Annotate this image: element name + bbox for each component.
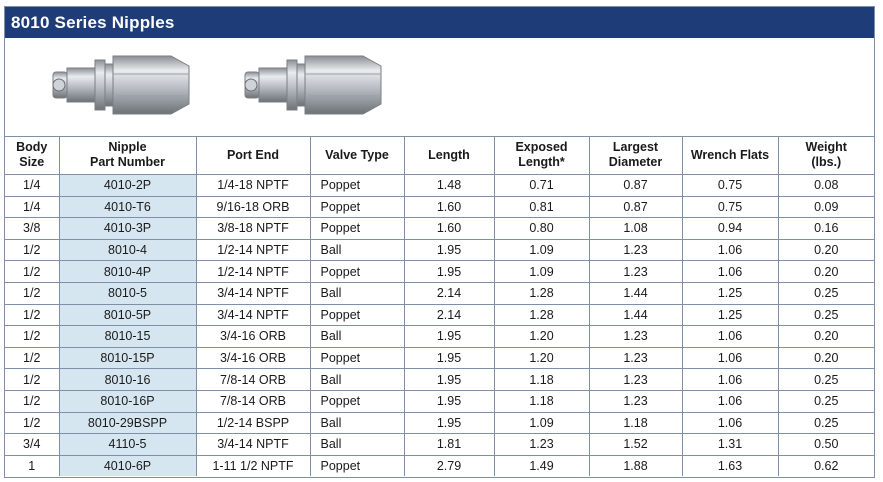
- column-header: [404, 136, 494, 175]
- column-header-text: Length: [428, 147, 470, 162]
- column-header-text: Exposed: [515, 140, 568, 154]
- exposed-length-cell: 1.28: [494, 304, 589, 326]
- exposed-length-cell: 1.09: [494, 261, 589, 283]
- valve-type-cell: Ball: [310, 282, 404, 304]
- valve-type-cell: Poppet: [310, 261, 404, 283]
- column-header: [196, 136, 310, 175]
- part-number-cell: 8010-4: [59, 239, 196, 261]
- column-header-text: Largest: [612, 140, 659, 154]
- weight-cell: 0.20: [778, 261, 874, 283]
- largest-diameter-cell: 1.23: [589, 326, 682, 348]
- weight-cell: 0.25: [778, 369, 874, 391]
- body-size-cell: 1/2: [5, 347, 59, 369]
- part-number-cell: 8010-4P: [59, 261, 196, 283]
- length-cell: 1.81: [404, 434, 494, 456]
- port-end-cell: 3/4-14 NPTF: [196, 304, 310, 326]
- largest-diameter-cell: 1.88: [589, 455, 682, 476]
- port-end-cell: 3/4-14 NPTF: [196, 434, 310, 456]
- wrench-flats-cell: 1.63: [682, 455, 778, 476]
- part-number-cell: 4110-5: [59, 434, 196, 456]
- part-number-cell: 4010-T6: [59, 196, 196, 218]
- valve-type-cell: Poppet: [310, 304, 404, 326]
- table-row: [5, 175, 874, 197]
- part-number-cell: 4010-2P: [59, 175, 196, 197]
- weight-cell: 0.09: [778, 196, 874, 218]
- largest-diameter-cell: 1.23: [589, 239, 682, 261]
- table-header-row: [5, 136, 874, 175]
- product-image-row: [5, 38, 874, 137]
- wrench-flats-cell: 1.25: [682, 282, 778, 304]
- weight-cell: 0.25: [778, 282, 874, 304]
- column-header: [5, 136, 59, 175]
- body-size-cell: 1/4: [5, 196, 59, 218]
- body-size-cell: 1/2: [5, 282, 59, 304]
- column-header-text: Valve Type: [325, 147, 389, 162]
- table-row: [5, 326, 874, 348]
- section-title: 8010 Series Nipples: [5, 7, 874, 38]
- largest-diameter-cell: 1.23: [589, 347, 682, 369]
- valve-type-cell: Poppet: [310, 175, 404, 197]
- wrench-flats-cell: 1.06: [682, 326, 778, 348]
- length-cell: 2.14: [404, 282, 494, 304]
- nipple-product-image: [51, 50, 193, 120]
- valve-type-cell: Poppet: [310, 347, 404, 369]
- body-size-cell: 1/2: [5, 369, 59, 391]
- port-end-cell: 3/4-16 ORB: [196, 326, 310, 348]
- table-row: [5, 304, 874, 326]
- column-header-text: Part Number: [89, 155, 166, 169]
- length-cell: 1.60: [404, 196, 494, 218]
- part-number-cell: 8010-29BSPP: [59, 412, 196, 434]
- column-header-text: Length*: [518, 155, 565, 169]
- port-end-cell: 1/2-14 NPTF: [196, 239, 310, 261]
- largest-diameter-cell: 1.44: [589, 304, 682, 326]
- length-cell: 1.95: [404, 390, 494, 412]
- weight-cell: 0.20: [778, 347, 874, 369]
- table-row: [5, 261, 874, 283]
- body-size-cell: 1/2: [5, 326, 59, 348]
- exposed-length-cell: 1.49: [494, 455, 589, 476]
- column-header-text: Weight: [805, 140, 847, 154]
- exposed-length-cell: 1.20: [494, 347, 589, 369]
- body-size-cell: 1/2: [5, 304, 59, 326]
- body-size-cell: 1/2: [5, 261, 59, 283]
- column-header-text: (lbs.): [811, 155, 842, 169]
- valve-type-cell: Ball: [310, 326, 404, 348]
- body-size-cell: 1/2: [5, 390, 59, 412]
- largest-diameter-cell: 1.08: [589, 218, 682, 240]
- wrench-flats-cell: 1.25: [682, 304, 778, 326]
- body-size-cell: 3/4: [5, 434, 59, 456]
- largest-diameter-cell: 0.87: [589, 196, 682, 218]
- wrench-flats-cell: 1.06: [682, 347, 778, 369]
- part-number-cell: 8010-16: [59, 369, 196, 391]
- port-end-cell: 1/2-14 NPTF: [196, 261, 310, 283]
- column-header: [589, 136, 682, 175]
- largest-diameter-cell: 1.44: [589, 282, 682, 304]
- part-number-cell: 4010-6P: [59, 455, 196, 476]
- part-number-cell: 8010-15P: [59, 347, 196, 369]
- exposed-length-cell: 0.81: [494, 196, 589, 218]
- spec-table-panel: [4, 6, 875, 478]
- valve-type-cell: Ball: [310, 434, 404, 456]
- column-header-text: Wrench Flats: [690, 147, 770, 162]
- nipple-product-image: [243, 50, 385, 120]
- weight-cell: 0.62: [778, 455, 874, 476]
- exposed-length-cell: 0.80: [494, 218, 589, 240]
- exposed-length-cell: 1.18: [494, 369, 589, 391]
- body-size-cell: 1/2: [5, 412, 59, 434]
- wrench-flats-cell: 1.06: [682, 239, 778, 261]
- largest-diameter-cell: 1.52: [589, 434, 682, 456]
- port-end-cell: 7/8-14 ORB: [196, 390, 310, 412]
- port-end-cell: 1-11 1/2 NPTF: [196, 455, 310, 476]
- part-number-cell: 8010-5P: [59, 304, 196, 326]
- weight-cell: 0.16: [778, 218, 874, 240]
- wrench-flats-cell: 0.75: [682, 175, 778, 197]
- wrench-flats-cell: 1.31: [682, 434, 778, 456]
- table-row: [5, 239, 874, 261]
- exposed-length-cell: 1.28: [494, 282, 589, 304]
- port-end-cell: 3/4-14 NPTF: [196, 282, 310, 304]
- length-cell: 1.48: [404, 175, 494, 197]
- length-cell: 1.95: [404, 239, 494, 261]
- wrench-flats-cell: 1.06: [682, 412, 778, 434]
- valve-type-cell: Poppet: [310, 455, 404, 476]
- wrench-flats-cell: 1.06: [682, 261, 778, 283]
- wrench-flats-cell: 1.06: [682, 390, 778, 412]
- table-row: [5, 434, 874, 456]
- port-end-cell: 7/8-14 ORB: [196, 369, 310, 391]
- body-size-cell: 1: [5, 455, 59, 476]
- length-cell: 1.95: [404, 369, 494, 391]
- valve-type-cell: Poppet: [310, 218, 404, 240]
- exposed-length-cell: 1.23: [494, 434, 589, 456]
- table-row: [5, 369, 874, 391]
- length-cell: 1.95: [404, 347, 494, 369]
- largest-diameter-cell: 0.87: [589, 175, 682, 197]
- table-row: [5, 196, 874, 218]
- table-row: [5, 390, 874, 412]
- column-header: [494, 136, 589, 175]
- port-end-cell: 3/4-16 ORB: [196, 347, 310, 369]
- table-row: [5, 282, 874, 304]
- table-row: [5, 218, 874, 240]
- table-row: [5, 455, 874, 476]
- weight-cell: 0.20: [778, 326, 874, 348]
- valve-type-cell: Ball: [310, 412, 404, 434]
- weight-cell: 0.25: [778, 412, 874, 434]
- exposed-length-cell: 1.09: [494, 412, 589, 434]
- part-number-cell: 8010-5: [59, 282, 196, 304]
- port-end-cell: 1/2-14 BSPP: [196, 412, 310, 434]
- nipples-spec-table: [5, 136, 874, 476]
- wrench-flats-cell: 0.94: [682, 218, 778, 240]
- port-end-cell: 9/16-18 ORB: [196, 196, 310, 218]
- body-size-cell: 1/2: [5, 239, 59, 261]
- part-number-cell: 8010-15: [59, 326, 196, 348]
- exposed-length-cell: 0.71: [494, 175, 589, 197]
- valve-type-cell: Ball: [310, 239, 404, 261]
- weight-cell: 0.20: [778, 239, 874, 261]
- wrench-flats-cell: 1.06: [682, 369, 778, 391]
- column-header: [778, 136, 874, 175]
- column-header: [682, 136, 778, 175]
- wrench-flats-cell: 0.75: [682, 196, 778, 218]
- body-size-cell: 1/4: [5, 175, 59, 197]
- column-header-text: Body: [16, 140, 48, 154]
- table-row: [5, 347, 874, 369]
- port-end-cell: 3/8-18 NPTF: [196, 218, 310, 240]
- largest-diameter-cell: 1.18: [589, 412, 682, 434]
- column-header: [59, 136, 196, 175]
- length-cell: 2.79: [404, 455, 494, 476]
- column-header-text: Diameter: [608, 155, 663, 169]
- valve-type-cell: Poppet: [310, 196, 404, 218]
- largest-diameter-cell: 1.23: [589, 369, 682, 391]
- part-number-cell: 8010-16P: [59, 390, 196, 412]
- table-row: [5, 412, 874, 434]
- length-cell: 1.60: [404, 218, 494, 240]
- weight-cell: 0.50: [778, 434, 874, 456]
- weight-cell: 0.25: [778, 304, 874, 326]
- length-cell: 1.95: [404, 326, 494, 348]
- length-cell: 1.95: [404, 412, 494, 434]
- column-header-text: Nipple: [108, 140, 147, 154]
- column-header-text: Size: [19, 155, 45, 169]
- port-end-cell: 1/4-18 NPTF: [196, 175, 310, 197]
- valve-type-cell: Ball: [310, 369, 404, 391]
- largest-diameter-cell: 1.23: [589, 261, 682, 283]
- weight-cell: 0.25: [778, 390, 874, 412]
- largest-diameter-cell: 1.23: [589, 390, 682, 412]
- body-size-cell: 3/8: [5, 218, 59, 240]
- length-cell: 2.14: [404, 304, 494, 326]
- exposed-length-cell: 1.18: [494, 390, 589, 412]
- column-header-text: Port End: [226, 147, 280, 162]
- table-body: [5, 175, 874, 477]
- exposed-length-cell: 1.20: [494, 326, 589, 348]
- weight-cell: 0.08: [778, 175, 874, 197]
- column-header: [310, 136, 404, 175]
- valve-type-cell: Poppet: [310, 390, 404, 412]
- exposed-length-cell: 1.09: [494, 239, 589, 261]
- length-cell: 1.95: [404, 261, 494, 283]
- part-number-cell: 4010-3P: [59, 218, 196, 240]
